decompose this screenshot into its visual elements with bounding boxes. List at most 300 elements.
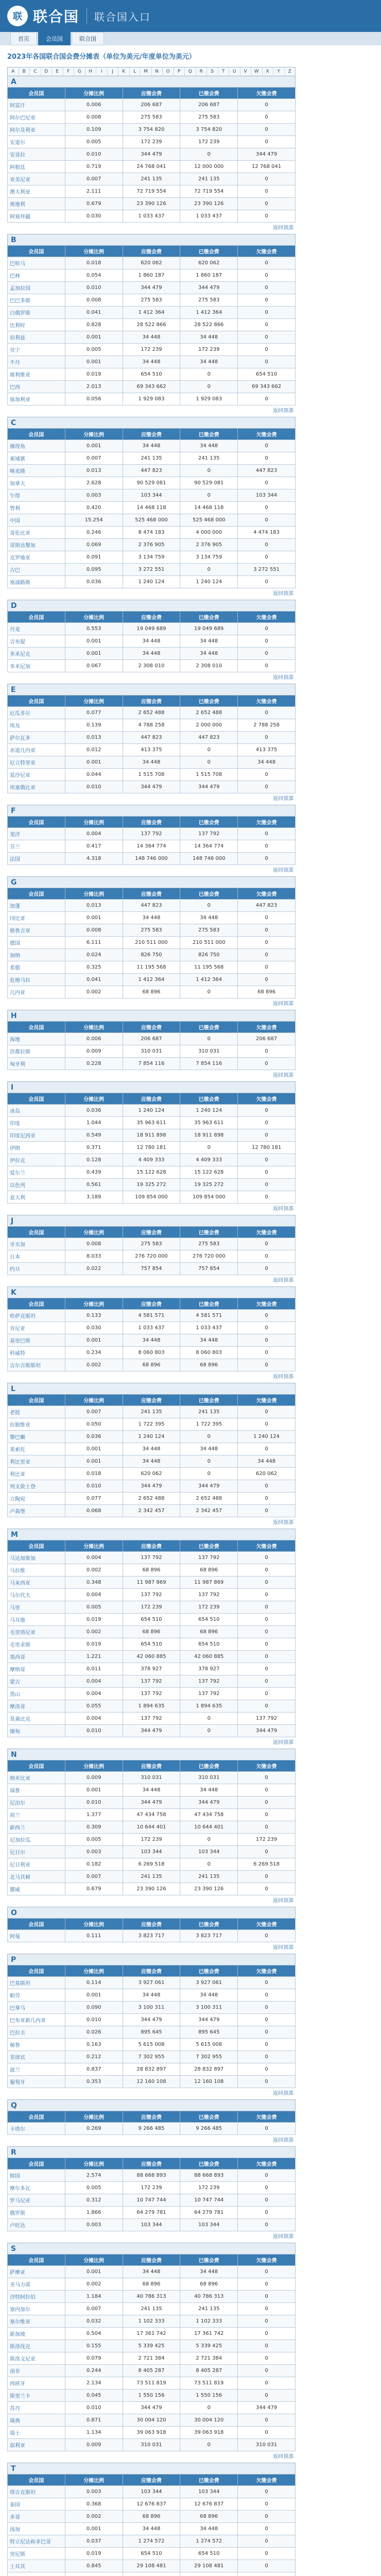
sections-container <box>7 76 296 2576</box>
member-state-link[interactable]: 芬兰 <box>8 840 65 853</box>
alphabet-link[interactable]: S <box>207 67 218 76</box>
table-cell: 1 860 187 <box>123 269 180 282</box>
member-state-link[interactable]: 马里 <box>8 1601 65 1614</box>
table-cell: 0 <box>238 2548 296 2560</box>
member-state-link[interactable]: 波兰 <box>8 2063 65 2076</box>
member-state-link[interactable]: 毛里塔尼亚 <box>8 1626 65 1638</box>
table-cell: 0.837 <box>65 2063 123 2076</box>
member-state-link[interactable] <box>8 2572 65 2576</box>
member-state-link[interactable]: 多米尼加 <box>8 660 65 672</box>
alphabet-link[interactable]: H <box>85 67 97 76</box>
member-state-link[interactable]: 德国 <box>8 937 65 949</box>
table-cell: 0 <box>238 269 296 282</box>
member-state-link[interactable]: 赤道几内亚 <box>8 744 65 756</box>
member-state-link[interactable]: 阿富汗 <box>8 99 65 111</box>
table-cell: 0 <box>238 210 296 223</box>
member-state-link[interactable]: 拉脱维亚 <box>8 1418 65 1431</box>
table-cell: 12 780 181 <box>123 1142 180 1154</box>
member-state-link[interactable]: 埃及 <box>8 719 65 732</box>
member-state-link[interactable]: 阿塞拜疆 <box>8 210 65 223</box>
member-state-link[interactable]: 伯利兹 <box>8 331 65 344</box>
member-state-link[interactable]: 秘鲁 <box>8 2039 65 2051</box>
member-state-link[interactable]: 玻利维亚 <box>8 368 65 381</box>
table-cell: 103 344 <box>123 489 180 502</box>
member-state-link[interactable]: 爱尔兰 <box>8 1166 65 1179</box>
member-state-link[interactable]: 菲律宾 <box>8 2051 65 2063</box>
member-state-link[interactable]: 马耳他 <box>8 1614 65 1626</box>
member-state-link[interactable]: 塞尔维亚 <box>8 2315 65 2328</box>
member-state-link[interactable]: 斯洛伐克 <box>8 2340 65 2352</box>
member-state-link[interactable]: 荷兰 <box>8 1809 65 1821</box>
member-state-link[interactable]: 佛得角 <box>8 440 65 452</box>
table-cell: 1 033 437 <box>180 1322 238 1334</box>
column-header: 分摊比例 <box>65 1022 123 1033</box>
member-state-link[interactable]: 巴哈马 <box>8 257 65 269</box>
member-state-link[interactable]: 喀麦隆 <box>8 465 65 477</box>
back-to-top-link[interactable]: 返回顶部 <box>273 591 293 597</box>
member-state-link[interactable]: 肯尼亚 <box>8 1322 65 1334</box>
member-state-link[interactable]: 叙利亚 <box>8 2439 65 2451</box>
member-state-link[interactable]: 牙买加 <box>8 1238 65 1250</box>
member-state-link[interactable]: 黎巴嫩 <box>8 1431 65 1443</box>
table-cell: 137 792 <box>123 1552 180 1564</box>
member-state-link[interactable]: 巴西 <box>8 381 65 393</box>
member-state-link[interactable]: 巴拉圭 <box>8 2026 65 2039</box>
table-cell: 11 987 869 <box>180 1577 238 1589</box>
letter-section <box>7 2099 296 2146</box>
alphabet-link[interactable]: D <box>41 67 53 76</box>
member-state-link[interactable]: 西班牙 <box>8 2377 65 2389</box>
table-cell: 275 583 <box>180 1238 238 1250</box>
member-state-link[interactable]: 贝宁 <box>8 344 65 356</box>
member-state-link[interactable]: 瑙鲁 <box>8 1784 65 1797</box>
table-cell: 2 342 457 <box>123 1505 180 1517</box>
member-state-link[interactable]: 爱沙尼亚 <box>8 769 65 781</box>
back-to-top-link[interactable]: 返回顶部 <box>273 1374 293 1380</box>
table-cell: 620 062 <box>238 1468 296 1480</box>
back-to-top-link[interactable]: 返回顶部 <box>273 868 293 873</box>
table-row <box>8 551 296 564</box>
member-state-link[interactable]: 尼泊尔 <box>8 1797 65 1809</box>
back-to-top-link[interactable]: 返回顶部 <box>273 408 293 414</box>
member-state-link[interactable]: 莫桑比克 <box>8 1713 65 1725</box>
back-to-top-link[interactable]: 返回顶部 <box>273 2234 293 2240</box>
table-row <box>8 781 296 793</box>
member-state-link[interactable]: 马达加斯加 <box>8 1552 65 1564</box>
member-state-link[interactable]: 立陶宛 <box>8 1493 65 1505</box>
member-state-link[interactable]: 马拉维 <box>8 1564 65 1577</box>
table-cell: 2 342 457 <box>180 1505 238 1517</box>
member-state-link[interactable]: 土耳其 <box>8 2560 65 2572</box>
table-cell: 64 279 781 <box>180 2207 238 2219</box>
member-state-link[interactable]: 白俄罗斯 <box>8 307 65 319</box>
member-state-link[interactable]: 约旦 <box>8 1263 65 1275</box>
table-row <box>8 1871 296 1883</box>
alphabet-link[interactable]: U <box>229 67 240 76</box>
member-state-link[interactable]: 哈萨克斯坦 <box>8 1310 65 1322</box>
table-row <box>8 2039 296 2051</box>
table-cell: 1 274 572 <box>180 2535 238 2548</box>
member-state-link[interactable]: 比利时 <box>8 319 65 331</box>
column-header: 分摊比例 <box>65 1298 123 1310</box>
column-header: 应缴会费 <box>123 612 180 623</box>
member-state-link[interactable]: 毛里求斯 <box>8 1638 65 1651</box>
table-cell: 1 550 156 <box>123 2389 180 2402</box>
table-cell: 40 786 313 <box>180 2291 238 2303</box>
member-state-link[interactable]: 马来西亚 <box>8 1577 65 1589</box>
member-state-link[interactable]: 哥斯达黎加 <box>8 539 65 551</box>
table-row <box>8 294 296 307</box>
table-cell: 3 272 551 <box>238 564 296 576</box>
member-state-link[interactable]: 北马其顿 <box>8 1871 65 1883</box>
table-cell: 1 929 083 <box>123 393 180 405</box>
table-cell: 14 468 118 <box>180 502 238 514</box>
back-to-top-link[interactable]: 返回顶部 <box>273 675 293 681</box>
table-cell: 0.011 <box>65 1663 123 1675</box>
member-state-link[interactable]: 帕劳 <box>8 1989 65 2002</box>
table-cell: 0.269 <box>65 2123 123 2135</box>
table-cell: 47 434 758 <box>180 1809 238 1821</box>
member-state-link[interactable]: 泰国 <box>8 2498 65 2511</box>
member-state-link[interactable]: 马尔代夫 <box>8 1589 65 1601</box>
member-state-link[interactable]: 利比里亚 <box>8 1455 65 1468</box>
alphabet-link[interactable]: G <box>74 67 85 76</box>
member-state-link[interactable]: 斯洛文尼亚 <box>8 2352 65 2365</box>
member-state-link[interactable]: 奥地利 <box>8 198 65 210</box>
back-to-top-link[interactable]: 返回顶部 <box>273 1278 293 1283</box>
member-state-link[interactable]: 萨尔瓦多 <box>8 732 65 744</box>
alphabet-link[interactable]: R <box>196 67 207 76</box>
table-cell: 0.005 <box>65 2182 123 2194</box>
member-state-link[interactable]: 阿尔及利亚 <box>8 124 65 136</box>
alphabet-link[interactable]: B <box>19 67 30 76</box>
table-row <box>8 2051 296 2063</box>
table-cell: 17 361 742 <box>123 2328 180 2340</box>
back-to-top-link[interactable]: 返回顶部 <box>273 1206 293 1212</box>
member-state-link[interactable]: 危地马拉 <box>8 974 65 986</box>
alphabet-link[interactable]: Z <box>285 67 296 76</box>
table-cell: 28 832 897 <box>180 2063 238 2076</box>
alphabet-link[interactable]: O <box>163 67 174 76</box>
table-cell: 0.056 <box>65 393 123 405</box>
column-header: 应缴会费 <box>123 246 180 257</box>
member-state-link[interactable]: 印度尼西亚 <box>8 1129 65 1142</box>
member-state-link[interactable]: 瑞典 <box>8 2414 65 2427</box>
table-cell: 29 108 481 <box>123 2560 180 2572</box>
column-header: 应缴会费 <box>123 1919 180 1930</box>
member-state-link[interactable]: 新西兰 <box>8 1821 65 1834</box>
letter-section <box>7 2146 296 2243</box>
back-to-top-link[interactable]: 返回顶部 <box>273 1520 293 1526</box>
member-state-link[interactable]: 摩纳哥 <box>8 1663 65 1675</box>
table-cell: 19 049 689 <box>123 623 180 635</box>
member-state-link[interactable]: 沙特阿拉伯 <box>8 2291 65 2303</box>
member-state-link[interactable]: 不丹 <box>8 356 65 368</box>
alphabet-link[interactable]: W <box>251 67 263 76</box>
table-cell: 8 405 287 <box>180 2365 238 2377</box>
table-cell: 0.045 <box>65 2389 123 2402</box>
table-cell: 0 <box>238 2560 296 2572</box>
column-header: 欠缴会费 <box>238 1227 296 1238</box>
member-state-link[interactable]: 卡塔尔 <box>8 2123 65 2135</box>
member-state-link[interactable]: 罗马尼亚 <box>8 2194 65 2207</box>
table-cell: 34 448 <box>180 912 238 924</box>
member-state-link[interactable]: 阿根廷 <box>8 161 65 173</box>
table-cell: 0 <box>238 1552 296 1564</box>
alphabet-link[interactable]: C <box>30 67 41 76</box>
back-to-top-link[interactable]: 返回顶部 <box>273 796 293 802</box>
member-state-link[interactable]: 萨摩亚 <box>8 2266 65 2278</box>
member-state-link[interactable]: 摩洛哥 <box>8 1700 65 1713</box>
table-row <box>8 1883 296 1895</box>
member-state-link[interactable]: 加纳 <box>8 949 65 961</box>
member-state-link[interactable]: 巴布亚新几内亚 <box>8 2014 65 2026</box>
member-state-link[interactable]: 瑞士 <box>8 2427 65 2439</box>
member-state-link[interactable]: 墨西哥 <box>8 1651 65 1663</box>
member-state-link[interactable]: 意大利 <box>8 1191 65 1204</box>
table-cell: 35 963 611 <box>180 1117 238 1129</box>
member-state-link[interactable]: 尼加拉瓜 <box>8 1834 65 1846</box>
table-cell: 344 479 <box>123 2402 180 2414</box>
dues-table <box>7 1093 296 1204</box>
table-cell: 68 896 <box>123 2511 180 2523</box>
back-to-top-link[interactable]: 返回顶部 <box>273 2454 293 2460</box>
alphabet-link[interactable]: J <box>108 67 119 76</box>
section-letter: L <box>7 1383 296 1394</box>
column-header: 会员国 <box>8 2475 65 2486</box>
member-state-link[interactable]: 埃塞俄比亚 <box>8 781 65 793</box>
alphabet-link[interactable]: T <box>218 67 230 76</box>
alphabet-link[interactable]: V <box>240 67 252 76</box>
column-header: 分摊比例 <box>65 429 123 440</box>
table-cell: 0.004 <box>65 1688 123 1700</box>
table-cell: 137 792 <box>180 1552 238 1564</box>
member-state-link[interactable]: 中国 <box>8 514 65 527</box>
member-state-link[interactable]: 基里巴斯 <box>8 1334 65 1347</box>
alphabet-link[interactable]: P <box>174 67 185 76</box>
member-state-link[interactable]: 加拿大 <box>8 477 65 489</box>
table-cell: 12 676 837 <box>123 2498 180 2511</box>
alphabet-link[interactable]: A <box>8 67 19 76</box>
table-cell: 1 412 364 <box>180 307 238 319</box>
back-to-top-link[interactable]: 返回顶部 <box>273 1898 293 1904</box>
member-state-link[interactable]: 安道尔 <box>8 136 65 148</box>
member-state-link[interactable]: 海地 <box>8 1033 65 1045</box>
table-cell: 0.244 <box>65 2365 123 2377</box>
table-cell: 11 195 568 <box>123 961 180 974</box>
member-state-link[interactable]: 突尼斯 <box>8 2548 65 2560</box>
member-state-link[interactable]: 塞内加尔 <box>8 2303 65 2315</box>
member-state-link[interactable]: 保加利亚 <box>8 393 65 405</box>
alphabet-link[interactable]: Y <box>273 67 285 76</box>
table-row <box>8 161 296 173</box>
member-state-link[interactable]: 匈牙利 <box>8 1058 65 1070</box>
table-cell: 0.109 <box>65 124 123 136</box>
member-state-link[interactable]: 斯里兰卡 <box>8 2389 65 2402</box>
member-state-link[interactable]: 多米尼克 <box>8 648 65 660</box>
back-to-top-link[interactable]: 返回顶部 <box>273 2138 293 2143</box>
table-cell: 0.036 <box>65 576 123 588</box>
back-to-top-link[interactable]: 返回顶部 <box>273 1073 293 1078</box>
table-cell: 310 031 <box>238 2439 296 2451</box>
member-state-link[interactable]: 缅甸 <box>8 1725 65 1737</box>
site-header <box>0 0 381 32</box>
member-state-link[interactable]: 斐济 <box>8 828 65 840</box>
member-state-link[interactable]: 蒙古 <box>8 1675 65 1688</box>
member-state-link[interactable]: 卢森堡 <box>8 1505 65 1517</box>
dues-table <box>7 1226 296 1275</box>
table-cell: 68 896 <box>123 2278 180 2291</box>
member-state-link[interactable]: 洪都拉斯 <box>8 1045 65 1058</box>
member-state-link[interactable]: 塞浦路斯 <box>8 576 65 588</box>
table-cell: 0 <box>180 148 238 161</box>
member-state-link[interactable]: 科威特 <box>8 1347 65 1359</box>
member-state-link[interactable]: 挪威 <box>8 1883 65 1895</box>
alphabet-link[interactable]: E <box>52 67 63 76</box>
table-cell: 0.005 <box>65 1601 123 1614</box>
nav-item[interactable]: 首页 <box>10 32 37 45</box>
member-state-link[interactable]: 纳米比亚 <box>8 1772 65 1784</box>
table-cell: 0.004 <box>65 1675 123 1688</box>
column-header: 已缴会费 <box>180 2158 238 2170</box>
member-state-link[interactable]: 葡萄牙 <box>8 2076 65 2088</box>
back-to-top-link[interactable]: 返回顶部 <box>273 1001 293 1007</box>
member-state-link[interactable]: 冰岛 <box>8 1105 65 1117</box>
table-cell: 30 004 120 <box>123 2414 180 2427</box>
table-cell: 1 929 083 <box>180 393 238 405</box>
member-state-link[interactable]: 法国 <box>8 853 65 865</box>
table-cell: 15.254 <box>65 514 123 527</box>
back-to-top-link[interactable]: 返回顶部 <box>273 1945 293 1951</box>
member-state-link[interactable]: 亚美尼亚 <box>8 173 65 185</box>
table-cell: 206 687 <box>123 99 180 111</box>
member-state-link[interactable]: 几内亚 <box>8 986 65 998</box>
member-state-link[interactable]: 尼日尔 <box>8 1846 65 1858</box>
member-state-link[interactable]: 阿尔巴尼亚 <box>8 111 65 124</box>
table-cell: 0.234 <box>65 1347 123 1359</box>
member-state-link[interactable]: 孟加拉国 <box>8 282 65 294</box>
table-cell: 0 <box>238 2266 296 2278</box>
member-state-link[interactable]: 伊拉克 <box>8 1154 65 1166</box>
member-state-link[interactable]: 巴拿马 <box>8 2002 65 2014</box>
member-state-link[interactable]: 卢旺达 <box>8 2219 65 2231</box>
alphabet-link[interactable]: K <box>118 67 130 76</box>
member-state-link[interactable]: 利比亚 <box>8 1468 65 1480</box>
member-state-link[interactable]: 列支敦士登 <box>8 1480 65 1493</box>
table-cell: 5 615 008 <box>180 2039 238 2051</box>
table-row <box>8 1129 296 1142</box>
table-cell: 10 644 401 <box>123 1821 180 1834</box>
member-state-link[interactable]: 智利 <box>8 502 65 514</box>
member-state-link[interactable]: 加蓬 <box>8 900 65 912</box>
member-state-link[interactable]: 克罗地亚 <box>8 551 65 564</box>
column-header: 已缴会费 <box>180 1919 238 1930</box>
member-state-link[interactable]: 汤加 <box>8 2523 65 2535</box>
table-row <box>8 576 296 588</box>
member-state-link[interactable]: 古巴 <box>8 564 65 576</box>
alphabet-link[interactable]: X <box>263 67 274 76</box>
member-state-link[interactable]: 老挝 <box>8 1406 65 1418</box>
member-state-link[interactable]: 塔吉克斯坦 <box>8 2486 65 2498</box>
alphabet-link[interactable]: I <box>96 67 108 76</box>
member-state-link[interactable]: 柬埔寨 <box>8 452 65 465</box>
table-row <box>8 452 296 465</box>
un-logo-icon[interactable]: 联 <box>7 6 28 26</box>
table-cell: 0 <box>238 623 296 635</box>
member-state-link[interactable]: 希腊 <box>8 961 65 974</box>
member-state-link[interactable]: 阿曼 <box>8 1930 65 1942</box>
nav-item[interactable]: 会员国 <box>38 32 71 45</box>
member-state-link[interactable]: 尼日利亚 <box>8 1858 65 1871</box>
nav-item[interactable]: 联合国 <box>72 32 104 45</box>
member-state-link[interactable]: 新加坡 <box>8 2328 65 2340</box>
member-state-link[interactable]: 吉布提 <box>8 635 65 648</box>
back-to-top-link[interactable]: 返回顶部 <box>273 1740 293 1745</box>
member-state-link[interactable]: 哥伦比亚 <box>8 527 65 539</box>
member-state-link[interactable]: 巴基斯坦 <box>8 1977 65 1989</box>
table-cell: 0 <box>238 2076 296 2088</box>
member-state-link[interactable]: 日本 <box>8 1250 65 1263</box>
column-header: 分摊比例 <box>65 817 123 828</box>
member-state-link[interactable]: 俄罗斯 <box>8 2207 65 2219</box>
member-state-link[interactable]: 圣马力诺 <box>8 2278 65 2291</box>
letter-section <box>7 1749 296 1907</box>
table-cell: 1.377 <box>65 1809 123 1821</box>
member-state-link[interactable]: 澳大利亚 <box>8 185 65 198</box>
member-state-link[interactable]: 厄立特里亚 <box>8 756 65 769</box>
member-state-link[interactable]: 莱索托 <box>8 1443 65 1455</box>
member-state-link[interactable]: 南非 <box>8 2365 65 2377</box>
member-state-link[interactable]: 韩国 <box>8 2170 65 2182</box>
member-state-link[interactable]: 以色列 <box>8 1179 65 1191</box>
table-cell: 1.044 <box>65 1117 123 1129</box>
back-to-top-link[interactable]: 返回顶部 <box>273 225 293 231</box>
table-cell: 11 987 869 <box>123 1577 180 1589</box>
member-state-link[interactable]: 印度 <box>8 1117 65 1129</box>
table-cell: 34 448 <box>180 1334 238 1347</box>
site-logo-text[interactable]: 联合国 <box>33 8 80 25</box>
alphabet-link[interactable]: N <box>152 67 163 76</box>
back-to-top-link[interactable]: 返回顶部 <box>273 2091 293 2096</box>
table-cell: 7 302 955 <box>123 2051 180 2063</box>
member-state-link[interactable]: 冈比亚 <box>8 912 65 924</box>
member-state-link[interactable]: 巴林 <box>8 269 65 282</box>
table-cell: 0.069 <box>65 539 123 551</box>
table-cell: 3 927 061 <box>123 1977 180 1989</box>
member-state-link[interactable]: 吉尔吉斯斯坦 <box>8 1359 65 1371</box>
alphabet-link[interactable]: M <box>141 67 152 76</box>
member-state-link[interactable]: 伊朗 <box>8 1142 65 1154</box>
table-cell: 0 <box>238 1058 296 1070</box>
member-state-link[interactable]: 苏丹 <box>8 2402 65 2414</box>
member-state-link[interactable]: 乍得 <box>8 489 65 502</box>
member-state-link[interactable]: 多哥 <box>8 2511 65 2523</box>
table-row <box>8 2535 296 2548</box>
alphabet-link[interactable]: Q <box>185 67 196 76</box>
table-row <box>8 2207 296 2219</box>
member-state-link[interactable]: 格鲁吉亚 <box>8 924 65 937</box>
alphabet-link[interactable]: L <box>130 67 141 76</box>
alphabet-link[interactable]: F <box>63 67 75 76</box>
member-state-link[interactable]: 摩尔多瓦 <box>8 2182 65 2194</box>
table-cell: 344 479 <box>180 1797 238 1809</box>
member-state-link[interactable]: 巴巴多斯 <box>8 294 65 307</box>
member-state-link[interactable]: 厄瓜多尔 <box>8 707 65 719</box>
member-state-link[interactable]: 丹麦 <box>8 623 65 635</box>
member-state-link[interactable]: 黑山 <box>8 1688 65 1700</box>
member-state-link[interactable]: 特立尼达和多巴哥 <box>8 2535 65 2548</box>
member-state-link[interactable]: 安哥拉 <box>8 148 65 161</box>
